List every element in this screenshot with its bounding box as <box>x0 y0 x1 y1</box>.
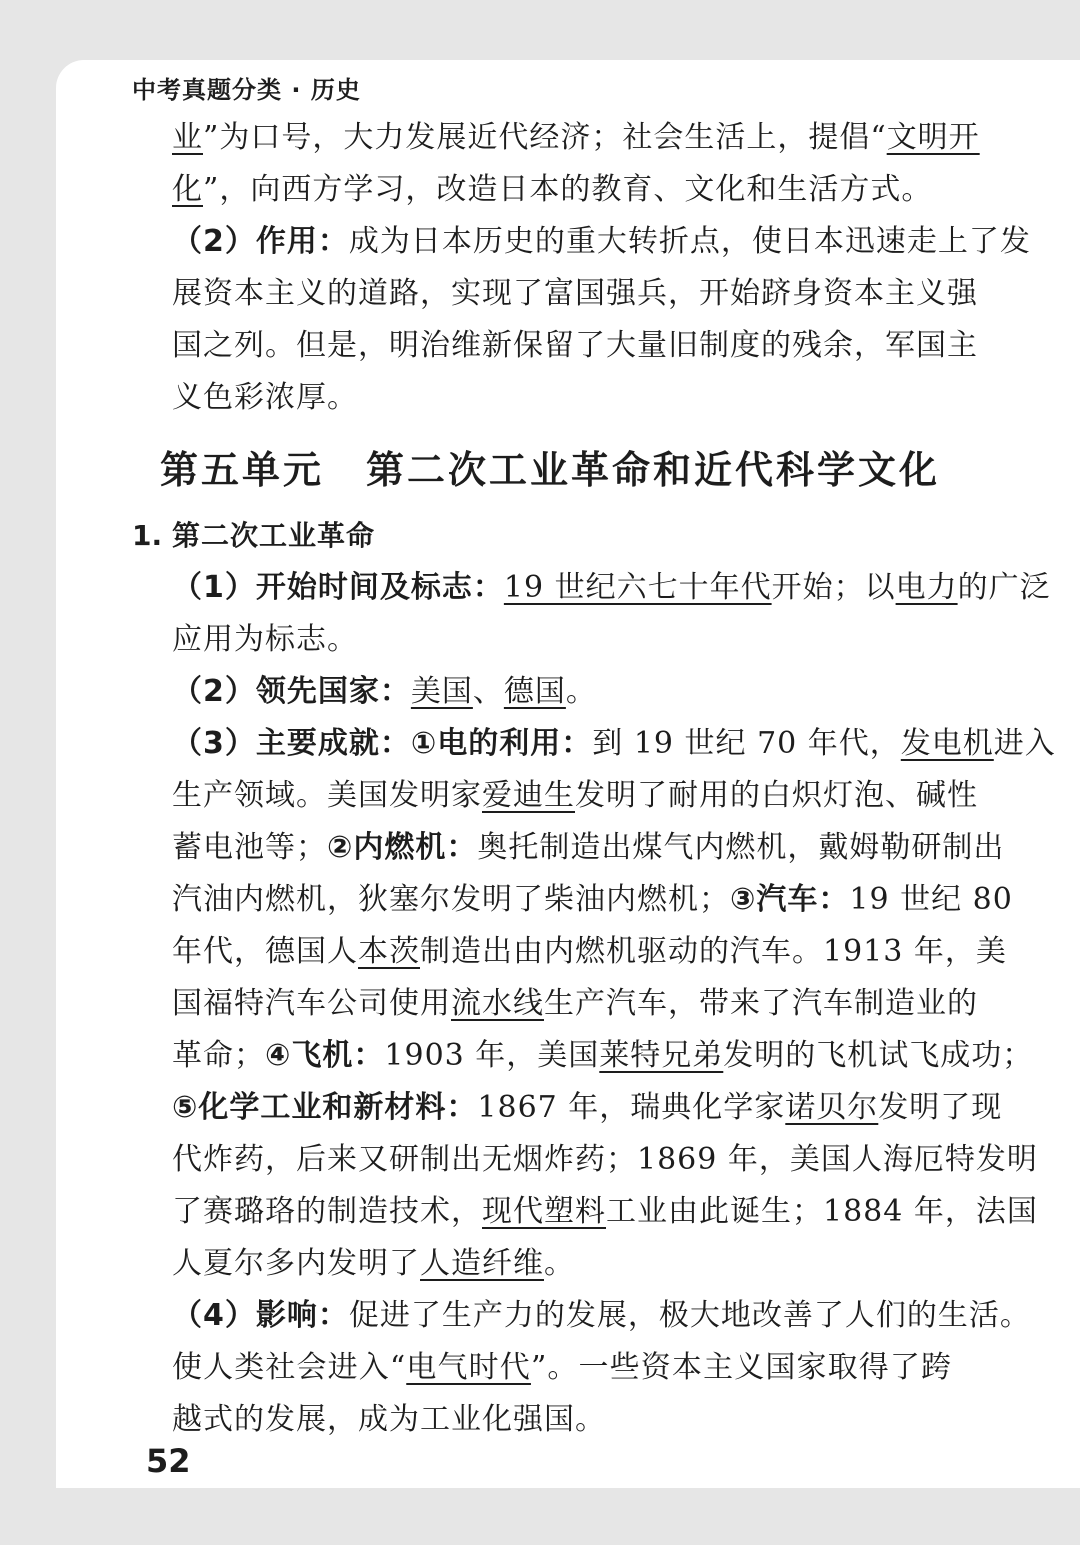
page-number: 52 <box>146 1442 191 1480</box>
item-label: （3）主要成就： <box>172 726 411 761</box>
text-span: 进入 <box>993 726 1056 761</box>
underlined-term: 人造纤维 <box>420 1246 544 1281</box>
text-line <box>172 978 978 1030</box>
underlined-term: 德国 <box>503 674 566 709</box>
text-span: 发明了耐用的白炽灯泡、碱性 <box>575 778 978 813</box>
underlined-term: 文明开 <box>886 120 980 155</box>
underlined-term: 19 世纪六七十年代 <box>503 570 772 605</box>
text-span: ”为口号，大力发展近代经济；社会生活上，提倡“ <box>203 120 887 155</box>
item-label: （2）作用： <box>172 224 349 259</box>
text-span: 使人类社会进入“ <box>172 1350 407 1385</box>
text-line <box>172 1030 1034 1082</box>
text-span: 工业由此诞生；1884 年，法国 <box>606 1194 1038 1229</box>
item-label: （1）开始时间及标志： <box>172 570 504 605</box>
text-span: 革命； <box>172 1038 265 1073</box>
text-line <box>172 822 1005 874</box>
text-span: 国福特汽车公司使用 <box>172 986 451 1021</box>
section-title: 第二次工业革命 <box>172 519 376 552</box>
item-label: （2）领先国家： <box>172 674 411 709</box>
text-line: 展资本主义的道路，实现了富国强兵，开始跻身资本主义强 <box>172 276 978 311</box>
text-line <box>172 874 1013 926</box>
text-span: 1903 年，美国 <box>384 1038 600 1073</box>
text-line <box>172 770 978 822</box>
underlined-term: 美国 <box>410 674 473 709</box>
text-span: 人夏尔多内发明了 <box>172 1246 420 1281</box>
text-span: 了赛璐珞的制造技术， <box>172 1194 482 1229</box>
sub-item-label: ③汽车： <box>730 882 850 917</box>
sub-item-label: ⑤化学工业和新材料： <box>172 1090 478 1125</box>
text-span: 到 19 世纪 70 年代， <box>592 726 901 761</box>
underlined-term: 流水线 <box>451 986 544 1021</box>
text-span: 发明了现 <box>878 1090 1003 1125</box>
text-line <box>172 1186 1038 1238</box>
underlined-term: 爱迪生 <box>482 778 575 813</box>
unit-number: 第五单元 <box>160 448 325 492</box>
text-line: 义色彩浓厚。 <box>172 380 358 415</box>
text-line <box>172 666 952 718</box>
text-span: 的广泛 <box>957 570 1051 605</box>
underlined-term: 电力 <box>895 570 958 605</box>
text-line: 越式的发展，成为工业化强国。 <box>172 1402 606 1437</box>
sub-item-label: ④飞机： <box>265 1038 385 1073</box>
sub-item-label: ①电的利用： <box>410 726 593 761</box>
text-span: 成为日本历史的重大转折点，使日本迅速走上了发 <box>348 224 1031 259</box>
underlined-term: 业 <box>172 120 203 155</box>
text-line <box>172 926 1007 978</box>
text-span: 、 <box>472 674 504 709</box>
text-span: 开始；以 <box>771 570 896 605</box>
text-line <box>172 216 1031 268</box>
text-line: 国之列。但是，明治维新保留了大量旧制度的残余，军国主 <box>172 328 978 363</box>
underlined-term: 现代塑料 <box>482 1194 606 1229</box>
running-head: 中考真题分类 · 历史 <box>132 76 361 104</box>
text-line <box>172 1082 1003 1134</box>
text-line <box>172 718 1056 770</box>
text-span: 生产汽车，带来了汽车制造业的 <box>544 986 978 1021</box>
text-span: 生产领域。美国发明家 <box>172 778 482 813</box>
underlined-term: 发电机 <box>900 726 994 761</box>
text-line: 应用为标志。 <box>172 622 358 657</box>
underlined-term: 诺贝尔 <box>785 1090 879 1125</box>
text-span: 发明的飞机试飞成功； <box>723 1038 1034 1073</box>
text-span: 促进了生产力的发展，极大地改善了人们的生活。 <box>348 1298 1031 1333</box>
text-line <box>172 1290 1031 1342</box>
text-line <box>172 112 980 164</box>
underlined-term: 电气时代 <box>406 1350 531 1385</box>
text-line: 代炸药，后来又研制出无烟炸药；1869 年，美国人海厄特发明 <box>172 1142 1038 1177</box>
item-label: （4）影响： <box>172 1298 349 1333</box>
text-span: 蓄电池等； <box>172 830 327 865</box>
text-line <box>172 1342 952 1394</box>
text-span: 汽油内燃机，狄塞尔发明了柴油内燃机； <box>172 882 730 917</box>
text-span: 制造出由内燃机驱动的汽车。1913 年，美 <box>420 934 1007 969</box>
text-span: 。 <box>565 674 597 709</box>
text-line <box>172 562 1051 614</box>
text-line <box>172 164 952 216</box>
text-span: 奥托制造出煤气内燃机，戴姆勒研制出 <box>477 830 1005 865</box>
underlined-term: 本茨 <box>358 934 420 969</box>
text-span: 年代，德国人 <box>172 934 358 969</box>
unit-heading <box>160 440 940 500</box>
section-number: 1. <box>132 519 163 552</box>
underlined-term: 莱特兄弟 <box>599 1038 724 1073</box>
text-span: 19 世纪 80 <box>849 882 1013 917</box>
text-span: ”。一些资本主义国家取得了跨 <box>530 1350 952 1385</box>
unit-name: 第二次工业革命和近代科学文化 <box>366 448 941 492</box>
text-line <box>172 1238 952 1290</box>
text-span: 1867 年，瑞典化学家 <box>477 1090 786 1125</box>
text-span: 。 <box>544 1246 575 1281</box>
text-span: ”，向西方学习，改造日本的教育、文化和生活方式。 <box>203 172 933 207</box>
sub-item-label: ②内燃机： <box>327 830 478 865</box>
underlined-term: 化 <box>172 172 203 207</box>
